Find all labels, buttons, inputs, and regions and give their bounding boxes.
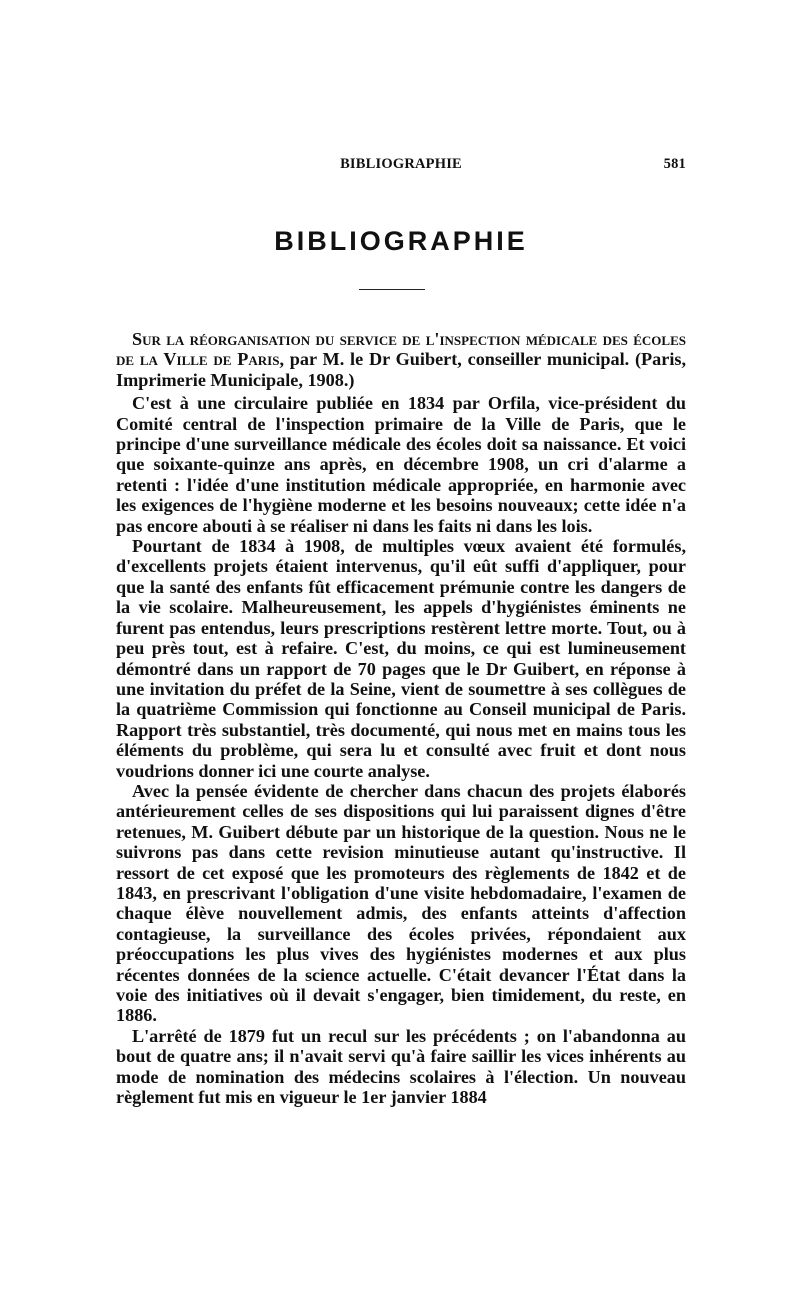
section-title: BIBLIOGRAPHIE: [274, 226, 528, 256]
bibliographic-entry: [116, 329, 686, 390]
running-title: BIBLIOGRAPHIE: [340, 156, 462, 172]
entry-title: Sur la réorganisation du service de l'inspection médicale des écoles de la Ville de Paris: [116, 329, 686, 370]
entry-author: , par M. le Dr Guibert, conseiller municipal. (Paris, Imprimerie Municipale, 1908.): [116, 349, 687, 390]
paragraph: C'est à une circulaire publiée en 1834 par Orfila, vice-président du Comité central de l'inspection primaire de la Ville de Paris, que le principe d'une surveillance médicale des écoles doit sa naissance. Et voici que soixante-quinze ans après, en décembre 1908, un cri d'alarme a retenti : l'idée d'une institution médicale appropriée, en harmonie avec les exigences de l'hygiène moderne et les besoins nouveaux; cette idée n'a pas encore abouti à se réaliser ni dans les faits ni dans les lois.: [116, 393, 686, 536]
article-body: [116, 329, 686, 1107]
title-rule-divider: [359, 289, 425, 290]
paragraph: Pourtant de 1834 à 1908, de multiples vœux avaient été formulés, d'excellents projets étaient intervenus, qu'il eût suffi d'appliquer, pour que la santé des enfants fût efficacement prémunie contre les dangers de la vie scolaire. Malheureusement, les appels d'hygiénistes éminents ne furent pas entendus, leurs prescriptions restèrent lettre morte. Tout, ou à peu près tout, est à refaire. C'est, du moins, ce qui est lumineusement démontré dans un rapport de 70 pages que le Dr Guibert, en réponse à une invitation du préfet de la Seine, vient de soumettre à ses collègues de la quatrième Commission qui fonctionne au Conseil municipal de Paris. Rapport très substantiel, très documenté, qui nous met en mains tous les éléments du problème, qui sera lu et consulté avec fruit et dont nous voudrions donner ici une courte analyse.: [116, 536, 686, 781]
page-number: 581: [663, 156, 686, 172]
paragraph: Avec la pensée évidente de chercher dans chacun des projets élaborés antérieurement celles de ses dispositions qui lui paraissent dignes d'être retenues, M. Guibert débute par un historique de la question. Nous ne le suivrons pas dans cette revision minutieuse autant qu'instructive. Il ressort de cet exposé que les promoteurs des règlements de 1842 et de 1843, en prescrivant l'obligation d'une visite hebdomadaire, l'examen de chaque élève nouvellement admis, des enfants atteints d'affection contagieuse, la surveillance des écoles privées, répondaient aux préoccupations les plus vives des hygiénistes modernes et aux plus récentes données de la science actuelle. C'était devancer l'État dans la voie des initiatives où il devait s'engager, bien timidement, du reste, en 1886.: [116, 780, 686, 1026]
running-header: [116, 156, 686, 180]
paragraph: L'arrêté de 1879 fut un recul sur les précédents ; on l'abandonna au bout de quatre ans; il n'avait servi qu'à faire saillir les vices inhérents au mode de nomination des médecins scolaires à l'élection. Un nouveau règlement fut mis en vigueur le 1er janvier 1884: [116, 1025, 686, 1108]
